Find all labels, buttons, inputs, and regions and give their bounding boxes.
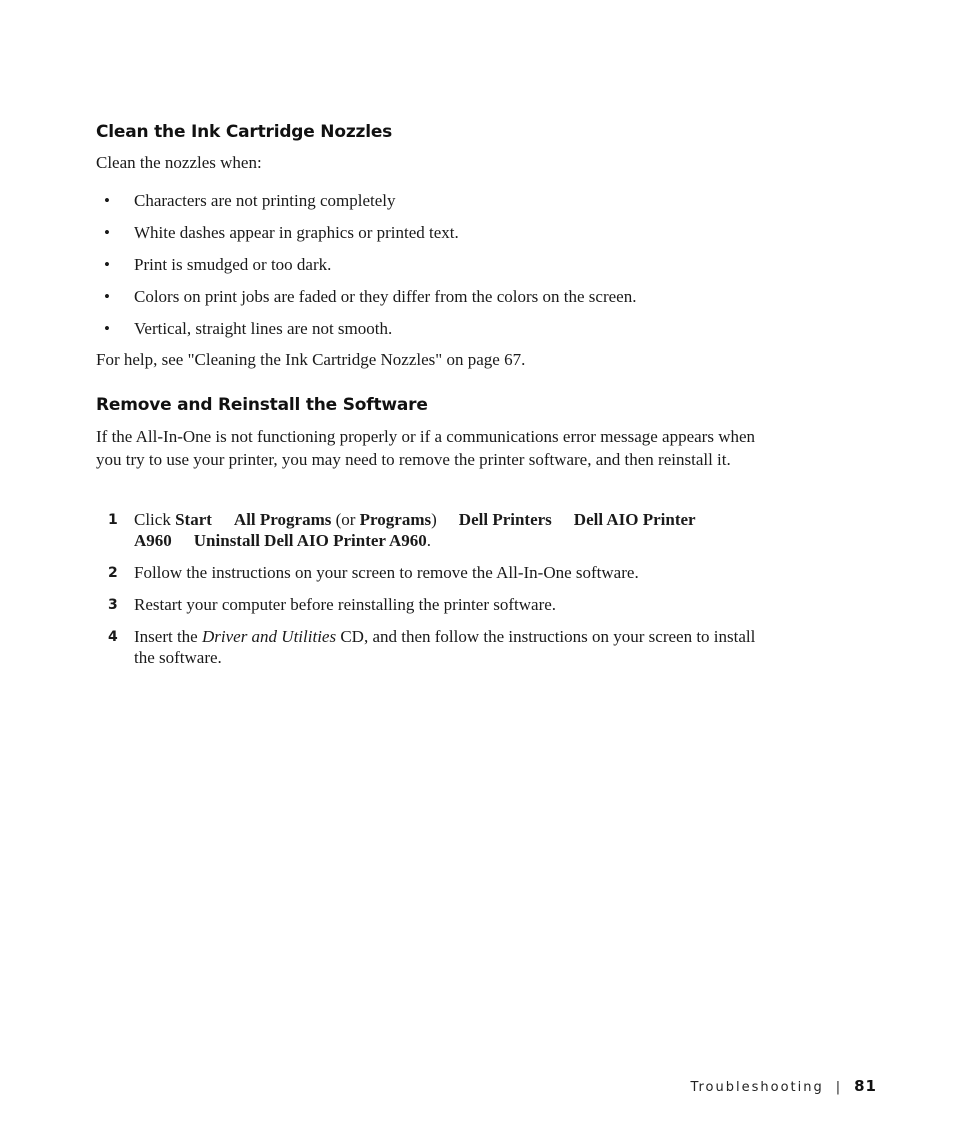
bullet-icon: • <box>104 191 110 210</box>
section-heading-clean-nozzles: Clean the Ink Cartridge Nozzles <box>96 122 393 142</box>
footer-separator: | <box>835 1080 841 1095</box>
list-item-text: Vertical, straight lines are not smooth. <box>134 319 393 338</box>
bullet-icon: • <box>104 223 110 242</box>
menu-path-uninstall: Uninstall Dell AIO Printer A960 <box>193 531 427 550</box>
step-1-period: . <box>426 531 432 550</box>
section-heading-reinstall-software: Remove and Reinstall the Software <box>96 395 428 415</box>
menu-path-dell-printers: Dell Printers <box>458 510 552 529</box>
footer-section-title: Troubleshooting <box>690 1080 824 1095</box>
menu-path-programs: Programs <box>359 510 432 529</box>
list-item <box>96 255 636 287</box>
step-text <box>134 626 764 668</box>
step-text <box>134 509 764 551</box>
list-item <box>96 223 636 255</box>
clean-nozzles-help-reference: For help, see "Cleaning the Ink Cartridge Nozzles" on page 67. <box>96 350 526 369</box>
bullet-icon: • <box>104 255 110 274</box>
list-item-text: Characters are not printing completely <box>134 191 396 210</box>
menu-path-a960: A960 <box>134 531 172 550</box>
menu-path-close-paren: ) <box>431 510 437 529</box>
bullet-icon: • <box>104 287 110 306</box>
step-text: Restart your computer before reinstalling the printer software. <box>134 595 557 614</box>
menu-path-dell-aio-printer: Dell AIO Printer <box>573 510 696 529</box>
page-footer <box>690 1077 877 1095</box>
step-text: Follow the instructions on your screen to remove the All-In-One software. <box>134 563 639 582</box>
step-number: 1 <box>108 512 118 528</box>
page-number: 81 <box>854 1077 877 1095</box>
step-number: 4 <box>108 629 118 645</box>
step-number: 2 <box>108 565 118 581</box>
list-item-text: Print is smudged or too dark. <box>134 255 332 274</box>
list-item <box>96 287 636 319</box>
bullet-icon: • <box>104 319 110 338</box>
list-item <box>96 191 636 223</box>
step-4-text-after: CD, and then follow the instructions on your screen to install the software. <box>134 627 756 667</box>
list-item <box>96 319 636 351</box>
clean-nozzles-intro: Clean the nozzles when: <box>96 153 262 172</box>
menu-path-or-text: (or <box>335 510 356 529</box>
step-4-cd-title: Driver and Utilities <box>201 627 337 646</box>
menu-path-start: Start <box>175 510 212 529</box>
nozzle-symptom-list <box>96 191 636 351</box>
step-number: 3 <box>108 597 118 613</box>
menu-path-all-programs: All Programs <box>233 510 332 529</box>
reinstall-intro: If the All-In-One is not functioning properly or if a communications error message appears when you try to use your printer, you may need to remove the printer software, and then reinstall it. <box>96 427 756 469</box>
list-item-text: White dashes appear in graphics or printed text. <box>134 223 459 242</box>
step-1-click-text: Click <box>134 510 171 529</box>
list-item-text: Colors on print jobs are faded or they differ from the colors on the screen. <box>134 287 637 306</box>
step-4-text-before: Insert the <box>134 627 198 646</box>
